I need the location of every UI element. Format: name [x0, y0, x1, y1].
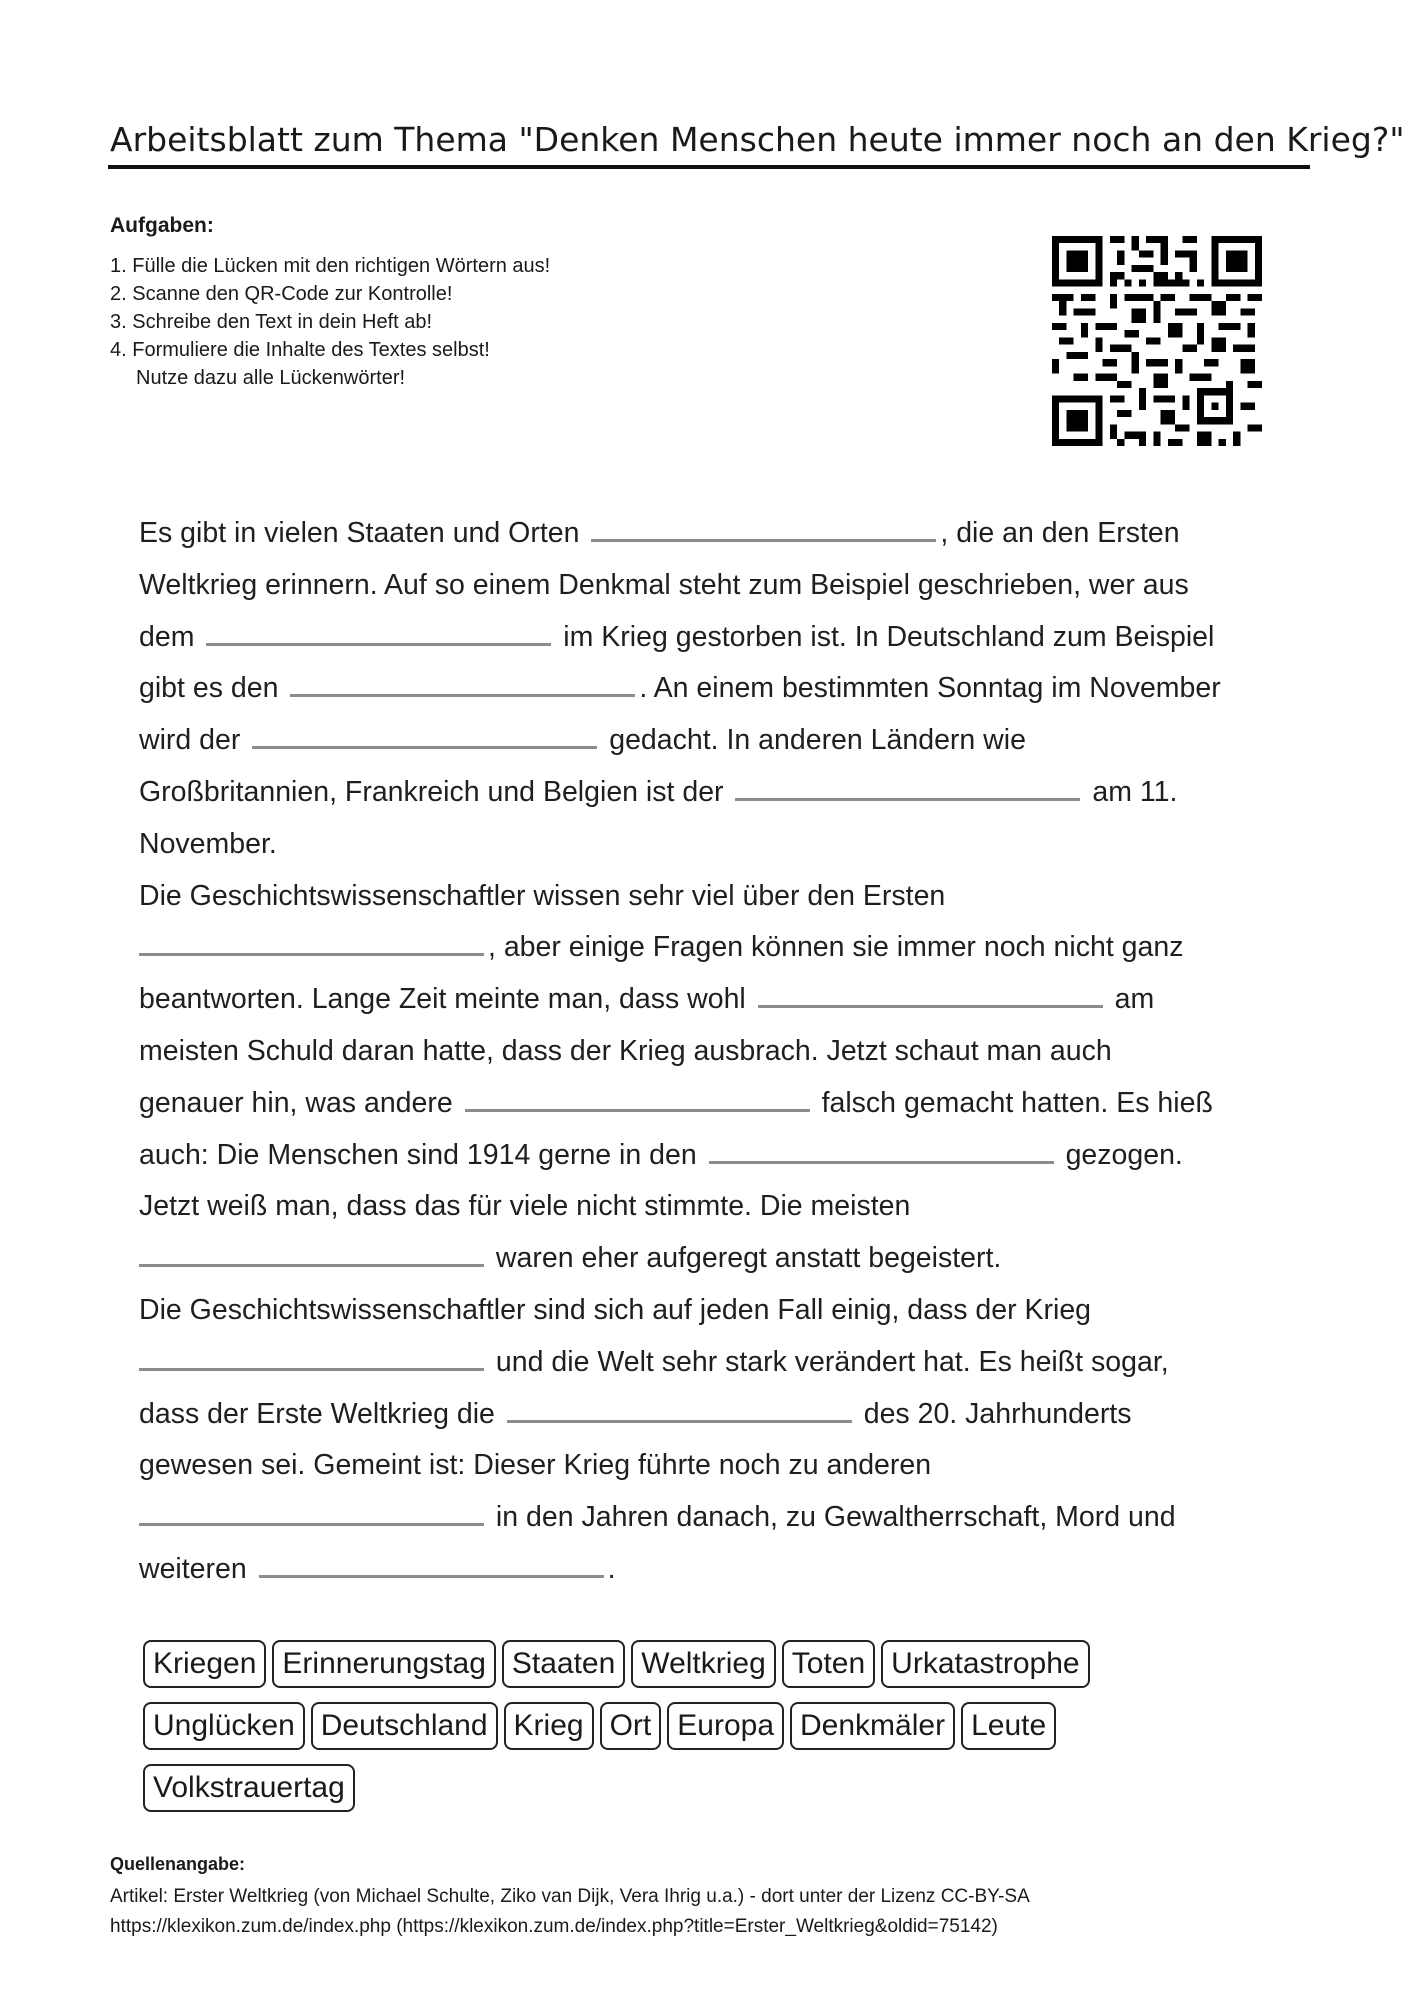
gap-blank[interactable] [758, 979, 1103, 1008]
gap-blank[interactable] [139, 1342, 484, 1371]
gap-blank[interactable] [507, 1394, 852, 1423]
task-item-continuation: Nutze dazu alle Lückenwörter! [136, 367, 406, 389]
word-chip[interactable]: Ort [600, 1702, 662, 1750]
cloze-line: genauer hin, was andere falsch gemacht hatten. Es hieß [139, 1078, 1299, 1130]
task-item: 4. Formuliere die Inhalte des Textes selbst! [110, 339, 490, 361]
word-chip[interactable]: Europa [667, 1702, 784, 1750]
task-item: 3. Schreibe den Text in dein Heft ab! [110, 311, 433, 333]
word-chip[interactable]: Leute [961, 1702, 1056, 1750]
word-chip[interactable]: Deutschland [311, 1702, 498, 1750]
word-chip[interactable]: Staaten [502, 1640, 625, 1688]
cloze-line: in den Jahren danach, zu Gewaltherrschaft, Mord und [139, 1492, 1299, 1544]
gap-blank[interactable] [206, 617, 551, 646]
cloze-line: wird der gedacht. In anderen Ländern wie [139, 715, 1299, 767]
title-rule [108, 165, 1310, 169]
source-link[interactable]: https://klexikon.zum.de/index.php (https://klexikon.zum.de/index.php?title=Erster_Weltkrieg&oldid=75142) [110, 1916, 998, 1937]
source-article: Artikel: Erster Weltkrieg (von Michael Schulte, Ziko van Dijk, Vera Ihrig u.a.) - dort unter der Lizenz CC-BY-SA [110, 1886, 1030, 1907]
word-chip[interactable]: Denkmäler [790, 1702, 955, 1750]
word-bank [143, 1640, 1243, 1826]
cloze-line: meisten Schuld daran hatte, dass der Krieg ausbrach. Jetzt schaut man auch [139, 1034, 1112, 1067]
cloze-line: gibt es den . An einem bestimmten Sonntag im November [139, 663, 1299, 715]
gap-blank[interactable] [139, 1497, 484, 1526]
word-bank-row [143, 1640, 1243, 1702]
cloze-line: Großbritannien, Frankreich und Belgien ist der am 11. [139, 767, 1299, 819]
gap-blank[interactable] [465, 1083, 810, 1112]
gap-blank[interactable] [591, 513, 936, 542]
gap-blank[interactable] [252, 720, 597, 749]
gap-blank[interactable] [709, 1135, 1054, 1164]
source-heading: Quellenangabe: [110, 1854, 246, 1874]
word-chip[interactable]: Weltkrieg [631, 1640, 775, 1688]
cloze-line: , aber einige Fragen können sie immer noch nicht ganz [139, 922, 1299, 974]
cloze-line: waren eher aufgeregt anstatt begeistert. [139, 1233, 1299, 1285]
cloze-line: und die Welt sehr stark verändert hat. Es heißt sogar, [139, 1337, 1299, 1389]
qr-code-icon[interactable] [1052, 236, 1262, 446]
cloze-line: weiteren . [139, 1544, 1299, 1596]
word-chip[interactable]: Erinnerungstag [272, 1640, 495, 1688]
word-chip[interactable]: Urkatastrophe [881, 1640, 1089, 1688]
cloze-line: beantworten. Lange Zeit meinte man, dass wohl am [139, 974, 1299, 1026]
word-chip[interactable]: Krieg [504, 1702, 594, 1750]
cloze-line: Die Geschichtswissenschaftler sind sich auf jeden Fall einig, dass der Krieg [139, 1293, 1092, 1326]
gap-blank[interactable] [259, 1549, 604, 1578]
cloze-line: Es gibt in vielen Staaten und Orten , die an den Ersten [139, 508, 1299, 560]
word-bank-row [143, 1764, 1243, 1826]
task-list [110, 252, 550, 392]
cloze-line: Jetzt weiß man, dass das für viele nicht stimmte. Die meisten [139, 1190, 911, 1223]
gap-blank[interactable] [735, 772, 1080, 801]
cloze-line: gewesen sei. Gemeint ist: Dieser Krieg führte noch zu anderen [139, 1449, 932, 1482]
cloze-line: dem im Krieg gestorben ist. In Deutschland zum Beispiel [139, 612, 1299, 664]
gap-blank[interactable] [139, 927, 484, 956]
cloze-line: dass der Erste Weltkrieg die des 20. Jahrhunderts [139, 1389, 1299, 1441]
cloze-text [139, 508, 1299, 1596]
task-item: 2. Scanne den QR-Code zur Kontrolle! [110, 283, 453, 305]
cloze-line: Die Geschichtswissenschaftler wissen sehr viel über den Ersten [139, 879, 946, 912]
task-item: 1. Fülle die Lücken mit den richtigen Wörtern aus! [110, 255, 551, 277]
gap-blank[interactable] [139, 1238, 484, 1267]
gap-blank[interactable] [290, 668, 635, 697]
tasks-heading: Aufgaben: [110, 214, 214, 237]
cloze-line: auch: Die Menschen sind 1914 gerne in den gezogen. [139, 1130, 1299, 1182]
word-chip[interactable]: Volkstrauertag [143, 1764, 355, 1812]
word-chip[interactable]: Unglücken [143, 1702, 305, 1750]
cloze-line: November. [139, 827, 277, 860]
cloze-line: Weltkrieg erinnern. Auf so einem Denkmal steht zum Beispiel geschrieben, wer aus [139, 568, 1189, 601]
word-chip[interactable]: Toten [782, 1640, 875, 1688]
word-bank-row [143, 1702, 1243, 1764]
page-title: Arbeitsblatt zum Thema "Denken Menschen heute immer noch an den Krieg?" [110, 120, 1405, 159]
word-chip[interactable]: Kriegen [143, 1640, 266, 1688]
